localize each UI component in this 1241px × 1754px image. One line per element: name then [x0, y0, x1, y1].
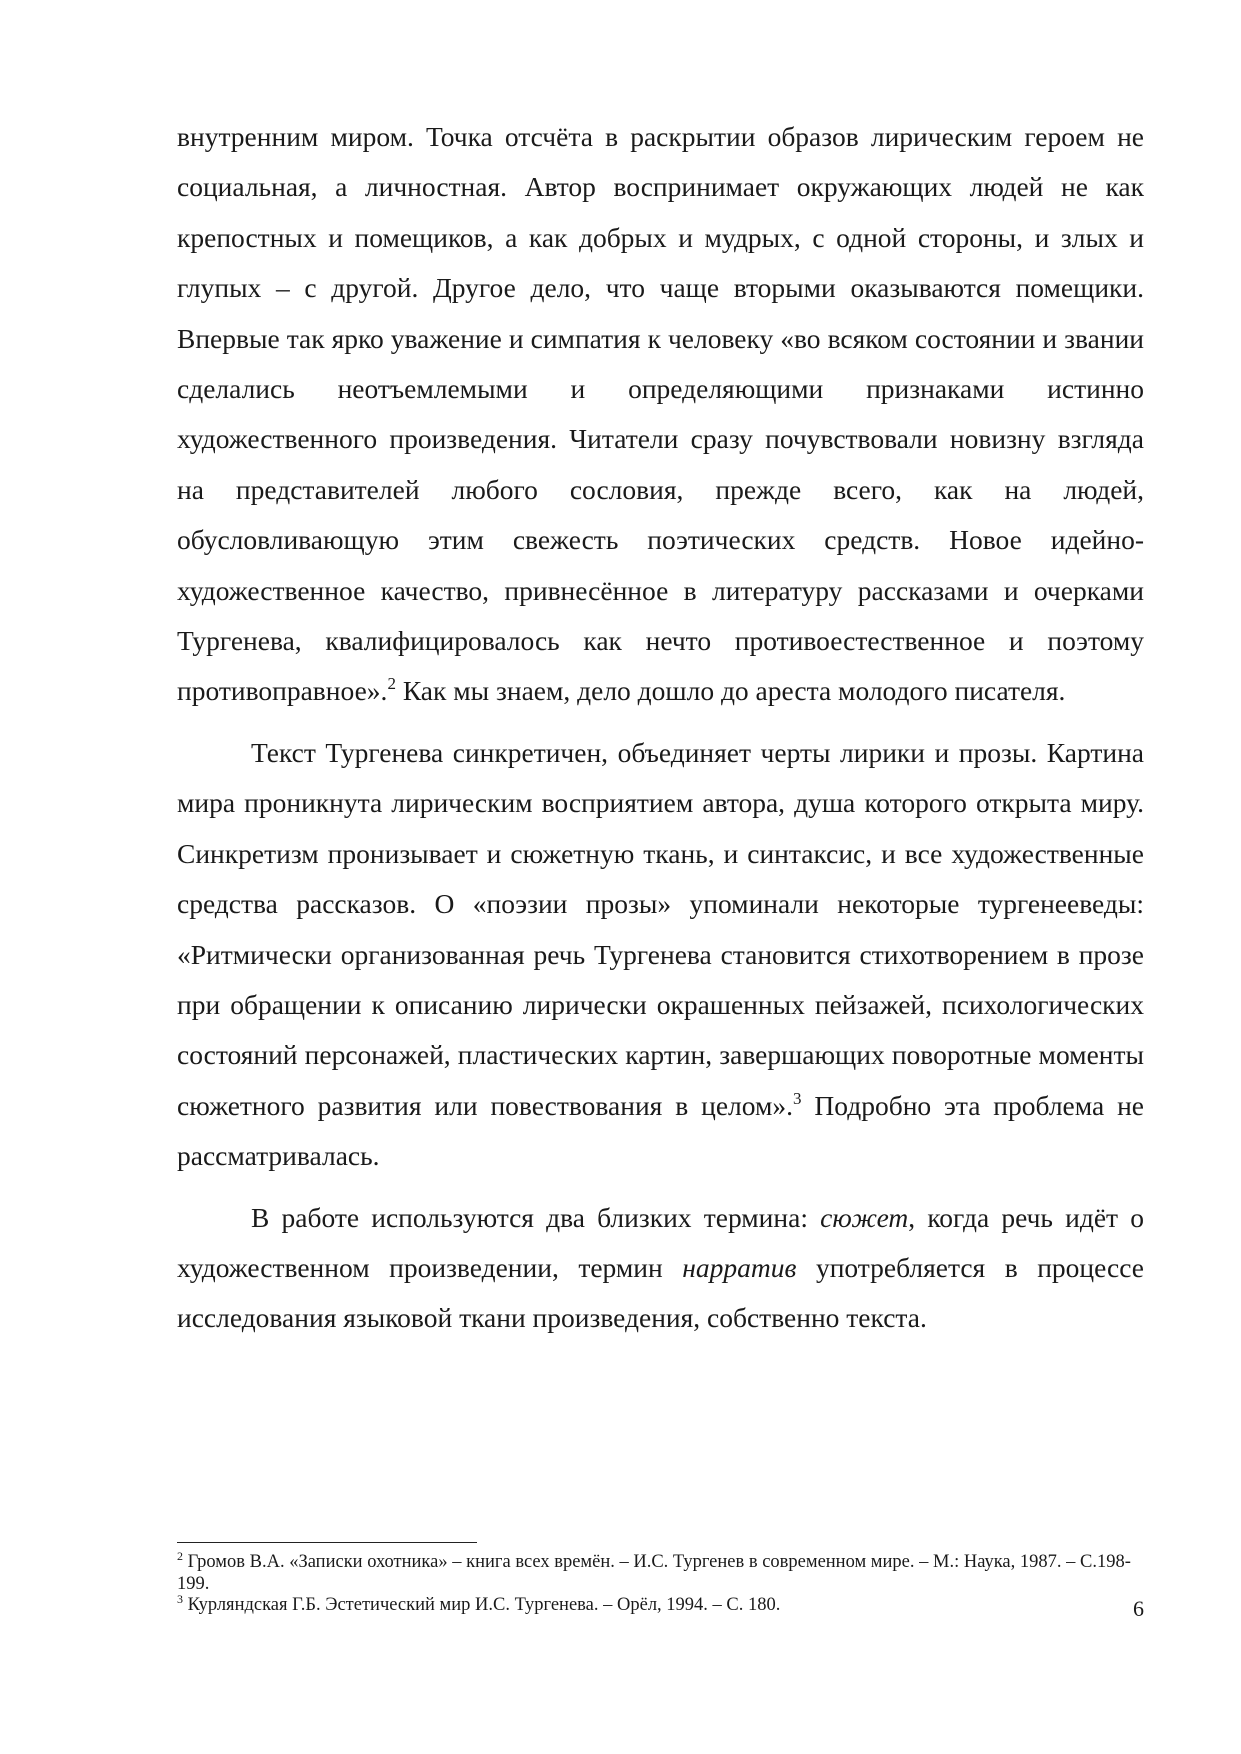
- footnote-number: 2: [177, 1549, 183, 1563]
- main-text: [177, 112, 1144, 1344]
- paragraph-3-part-3: употребляется в процессе исследования языковой ткани произведения, собственно текста.: [177, 1251, 1144, 1334]
- footnote-ref-2[interactable]: 2: [387, 674, 396, 694]
- footnote-text: Громов В.А. «Записки охотника» – книга всех времён. – И.С. Тургенев в современном мире. – М.: Наука, 1987. – С.198-199.: [177, 1552, 1131, 1594]
- footnote-text: Курляндская Г.Б. Эстетический мир И.С. Тургенева. – Орёл, 1994. – С. 180.: [183, 1595, 781, 1615]
- paragraph-3-part-2: , когда речь идёт о художественном произведении, термин: [177, 1201, 1144, 1283]
- term-narrativ: нарратив: [682, 1251, 797, 1283]
- footnote-3: [177, 1592, 1144, 1617]
- footnote-number: 3: [177, 1592, 183, 1606]
- paragraph-2-text: Текст Тургенева синкретичен, объединяет черты лирики и прозы. Картина мира проникнута лирическим восприятием автора, душа которого открыта миру. Синкретизм пронизывает и сюжетную ткань, и синтаксис, и все художественные средства рассказов. О «поэзии прозы» упоминали некоторые тургенееведы: «Ритмически организованная речь Тургенева становится стихотворением в прозе при обращении к описанию лирически окрашенных пейзажей, психологических состояний персонажей, пластических картин, завершающих поворотные моменты сюжетного развития или повествования в целом».: [177, 736, 1144, 1121]
- paragraph-2-text-end: Подробно эта проблема не рассматривалась.: [177, 1089, 1144, 1172]
- paragraph-1: [177, 112, 1144, 717]
- footnote-separator: [177, 1542, 477, 1543]
- footnotes: [177, 1549, 1144, 1617]
- paragraph-1-text-end: Как мы знаем, дело дошло до ареста молодого писателя.: [395, 675, 1066, 707]
- footnote-ref-3[interactable]: 3: [793, 1088, 802, 1108]
- footnote-2: [177, 1549, 1144, 1595]
- paragraph-2: [177, 728, 1144, 1182]
- term-syuzhet: сюжет: [820, 1201, 909, 1233]
- paragraph-1-text: внутренним миром. Точка отсчёта в раскрытии образов лирическим героем не социальная, а личностная. Автор воспринимает окружающих людей не как крепостных и помещиков, а как добрых и мудрых, с одной стороны, и злых и глупых – с другой. Другое дело, что чаще вторыми оказываются помещики. Впервые так ярко уважение и симпатия к человеку «во всяком состоянии и звании сделались неотъемлемыми и определяющими признаками истинно художественного произведения. Читатели сразу почувствовали новизну взгляда на представителей любого сословия, прежде всего, как на людей, обусловливающую этим свежесть поэтических средств. Новое идейно-художественное качество, привнесённое в литературу рассказами и очерками Тургенева, квалифицировалось как нечто противоестественное и поэтому противоправное».: [177, 121, 1144, 707]
- paragraph-3: [177, 1193, 1144, 1344]
- page-number: 6: [1133, 1596, 1144, 1621]
- paragraph-3-part-1: В работе используются два близких термина:: [251, 1201, 821, 1233]
